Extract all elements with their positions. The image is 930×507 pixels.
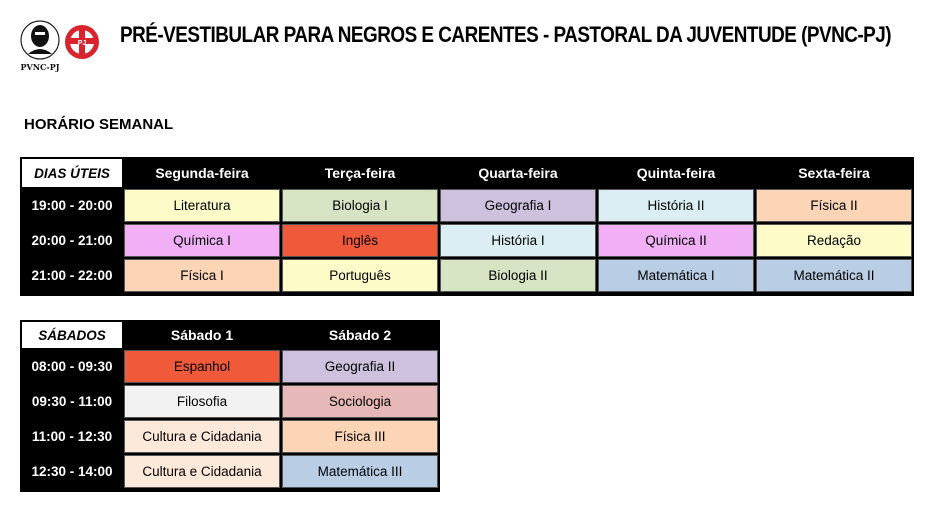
subject-cell: Geografia I [440, 189, 596, 222]
column-header: Quinta-feira [636, 165, 716, 181]
subject-cell: Literatura [124, 189, 280, 222]
time-slot: 19:00 - 20:00 [31, 198, 113, 213]
table-corner-label: SÁBADOS [22, 322, 122, 348]
pj-logo [65, 25, 99, 59]
subject-cell: Física I [124, 259, 280, 292]
column-header: Sábado 2 [328, 327, 392, 343]
pvnc-logo-text: PVNC-PJ [20, 62, 60, 72]
pj-logo-text: PJ [77, 40, 87, 47]
table-corner-label: DIAS ÚTEIS [22, 159, 122, 187]
column-header: Terça-feira [324, 165, 396, 181]
subject-cell: Inglês [282, 224, 438, 257]
subject-cell: História I [440, 224, 596, 257]
subject-cell: Física II [756, 189, 912, 222]
time-slot: 08:00 - 09:30 [31, 359, 113, 374]
subject-cell: Geografia II [282, 350, 438, 383]
subject-cell: Física III [282, 420, 438, 453]
subject-cell: Português [282, 259, 438, 292]
weekday-schedule-table [20, 157, 914, 296]
time-slot: 09:30 - 11:00 [31, 394, 113, 409]
column-header: Sábado 1 [170, 327, 234, 343]
column-header: Sexta-feira [798, 165, 870, 181]
logos [18, 14, 104, 76]
subject-cell: Química I [124, 224, 280, 257]
page-title: PRÉ-VESTIBULAR PARA NEGROS E CARENTES - PASTORAL DA JUVENTUDE (PVNC-PJ) [120, 22, 892, 47]
subject-cell: Sociologia [282, 385, 438, 418]
subject-cell: Cultura e Cidadania [124, 455, 280, 488]
subject-cell: Filosofia [124, 385, 280, 418]
time-slot: 11:00 - 12:30 [31, 429, 113, 444]
time-slot: 21:00 - 22:00 [31, 268, 113, 283]
subject-cell: Espanhol [124, 350, 280, 383]
subject-cell: Química II [598, 224, 754, 257]
saturday-schedule-table [20, 320, 440, 492]
time-slot: 20:00 - 21:00 [31, 233, 113, 248]
column-header: Segunda-feira [155, 165, 249, 181]
subject-cell: Matemática III [282, 455, 438, 488]
subject-cell: Matemática I [598, 259, 754, 292]
subject-cell: Biologia II [440, 259, 596, 292]
subject-cell: Biologia I [282, 189, 438, 222]
subject-cell: Cultura e Cidadania [124, 420, 280, 453]
subject-cell: História II [598, 189, 754, 222]
subject-cell: Redação [756, 224, 912, 257]
column-header: Quarta-feira [478, 165, 558, 181]
section-title: HORÁRIO SEMANAL [24, 116, 174, 133]
pvnc-logo [20, 21, 59, 72]
time-slot: 12:30 - 14:00 [31, 464, 113, 479]
subject-cell: Matemática II [756, 259, 912, 292]
